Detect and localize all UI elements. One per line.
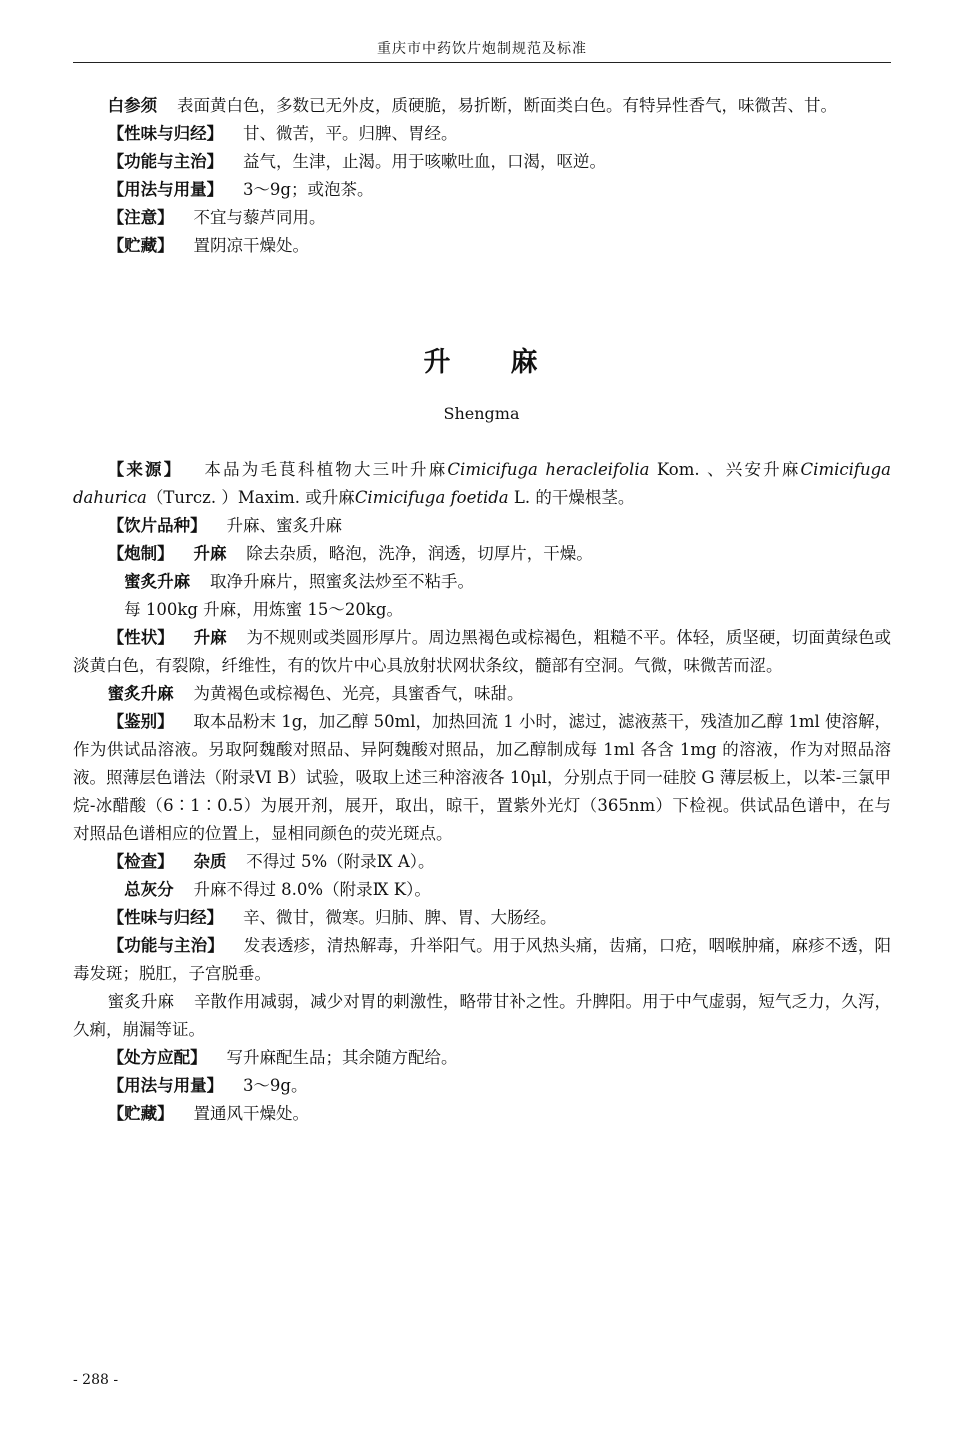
mizhi-text: 取净升麻片，照蜜炙法炒至不粘手。 [209, 572, 474, 591]
prev-zhuyi [73, 204, 891, 232]
mizhi-amount: 每 100kg 升麻，用炼蜜 15～20kg。 [124, 600, 403, 619]
yongfa-paragraph [73, 1072, 891, 1100]
xingzhuang-text: 为不规则或类圆形厚片。周边黑褐色或棕褐色，粗糙不平。体轻，质坚硬，切面黄绿色或淡黄白色，有裂隙，纤维性，有的饮片中心具放射状网状条纹，髓部有空洞。气微，味微苦而涩。 [73, 628, 892, 675]
paozhi-label: 【炮制】 [107, 544, 174, 563]
gongneng-mizhi-label: 蜜炙升麻 [107, 992, 175, 1011]
xingzhuang-mizhi-paragraph [73, 680, 891, 708]
yinpian-label: 【饮片品种】 [107, 516, 207, 535]
jiancha-label: 【检查】 [107, 852, 174, 871]
zhucang-text: 置通风干燥处。 [193, 1104, 309, 1123]
yinpian-text: 升麻、蜜炙升麻 [226, 516, 342, 535]
laiyuan-text-2: Kom. [656, 460, 700, 479]
bai-shen-xu-label: 白参须 [107, 96, 158, 115]
bai-shen-xu-paragraph [73, 92, 891, 120]
gongneng-mizhi-text: 辛散作用减弱，减少对胃的刺激性，略带甘补之性。升脾阳。用于中气虚弱，短气乏力，久泻，久痢，崩漏等证。 [73, 992, 892, 1039]
laiyuan-text-3: 、兴安升麻 [707, 460, 801, 479]
mizhi-paragraph [73, 568, 891, 596]
gongneng-label: 【功能与主治】 [107, 936, 224, 955]
prev-yongfa-text: 3～9g；或泡茶。 [242, 180, 374, 199]
laiyuan-text-5: L. 的干燥根茎。 [513, 488, 635, 507]
zonghui-label: 总灰分 [124, 880, 174, 899]
prev-yongfa-label: 【用法与用量】 [107, 180, 224, 199]
prev-yongfa [73, 176, 891, 204]
prev-gongneng [73, 148, 891, 176]
prev-gongneng-text: 益气，生津，止渴。用于咳嗽吐血，口渴，呕逆。 [242, 152, 606, 171]
title-char-1: 升 [423, 347, 453, 378]
zhucang-paragraph [73, 1100, 891, 1128]
prev-zhuyi-label: 【注意】 [107, 208, 174, 227]
xingzhuang-paragraph [73, 624, 891, 680]
yongfa-label: 【用法与用量】 [107, 1076, 224, 1095]
xingzhuang-mizhi-label: 蜜炙升麻 [107, 684, 174, 703]
laiyuan-latin-2: Cimicifuga dahurica [73, 460, 892, 507]
prev-zhucang [73, 232, 891, 260]
page-number: - 288 - [73, 1372, 119, 1388]
jianbie-paragraph [73, 708, 891, 848]
prev-gongneng-label: 【功能与主治】 [107, 152, 224, 171]
xingzhuang-sub: 升麻 [193, 628, 227, 647]
laiyuan-latin-3: Cimicifuga foetida [354, 488, 509, 507]
zonghui-text: 升麻不得过 8.0%（附录Ⅸ K）。 [193, 880, 431, 899]
zhucang-label: 【贮藏】 [107, 1104, 174, 1123]
laiyuan-text-4: （Turcz. ）Maxim. 或升麻 [146, 488, 355, 507]
laiyuan-paragraph [73, 456, 891, 512]
xingwei-paragraph [73, 904, 891, 932]
yinpian-paragraph [73, 512, 891, 540]
xingwei-label: 【性味与归经】 [107, 908, 224, 927]
yongfa-text: 3～9g。 [242, 1076, 308, 1095]
entry-pinyin: Shengma [443, 404, 520, 423]
chufang-text: 写升麻配生品；其余随方配给。 [226, 1048, 458, 1067]
jianbie-text: 取本品粉末 1g，加乙醇 50ml，加热回流 1 小时，滤过，滤液蒸干，残渣加乙醇 1ml 使溶解，作为供试品溶液。另取阿魏酸对照品、异阿魏酸对照品，加乙醇制成每 1ml 各含 1mg 的溶液，作为对照品溶液。照薄层色谱法（附录Ⅵ B）试验，吸取上述三种溶液各 10μl，分别点于同一硅胶 G 薄层板上，以苯-三氯甲烷-冰醋酸（6∶1∶0.5）为展开剂，展开，取出，晾干，置紫外光灯（365nm）下检视。供试品色谱中，在与对照品色谱相应的位置上，显相同颜色的荧光斑点。 [73, 712, 892, 843]
laiyuan-text-1: 本品为毛茛科植物大三叶升麻 [202, 460, 448, 479]
previous-entry-tail [73, 92, 891, 260]
xingwei-text: 辛、微甘，微寒。归肺、脾、胃、大肠经。 [242, 908, 557, 927]
entry-title [0, 340, 963, 379]
jiancha-sub: 杂质 [193, 852, 227, 871]
laiyuan-latin-1: Cimicifuga heracleifolia [447, 460, 650, 479]
zonghui-paragraph [73, 876, 891, 904]
running-header: 重庆市中药饮片炮制规范及标准 [73, 38, 891, 63]
xingzhuang-mizhi-text: 为黄褐色或棕褐色、光亮，具蜜香气，味甜。 [193, 684, 524, 703]
prev-xingwei-label: 【性味与归经】 [107, 124, 224, 143]
bai-shen-xu-text: 表面黄白色，多数已无外皮，质硬脆，易折断，断面类白色。有特异性香气，味微苦、甘。 [176, 96, 837, 115]
jiancha-text: 不得过 5%（附录Ⅸ A）。 [246, 852, 435, 871]
mizhi-label: 蜜炙升麻 [124, 572, 191, 591]
paozhi-paragraph [73, 540, 891, 568]
prev-zhuyi-text: 不宜与藜芦同用。 [193, 208, 326, 227]
gongneng-paragraph [73, 932, 891, 988]
prev-zhucang-text: 置阴凉干燥处。 [193, 236, 309, 255]
paozhi-sub: 升麻 [193, 544, 227, 563]
prev-xingwei-text: 甘、微苦，平。归脾、胃经。 [242, 124, 458, 143]
chufang-label: 【处方应配】 [107, 1048, 207, 1067]
title-char-2: 麻 [510, 347, 540, 378]
chufang-paragraph [73, 1044, 891, 1072]
paozhi-text: 除去杂质，略泡，洗净，润透，切厚片，干燥。 [246, 544, 593, 563]
xingzhuang-label: 【性状】 [107, 628, 174, 647]
entry-body [73, 456, 891, 1128]
prev-zhucang-label: 【贮藏】 [107, 236, 174, 255]
gongneng-mizhi-paragraph [73, 988, 891, 1044]
prev-xingwei [73, 120, 891, 148]
jianbie-label: 【鉴别】 [107, 712, 174, 731]
laiyuan-label: 【来源】 [107, 460, 183, 479]
gongneng-text: 发表透疹，清热解毒，升举阳气。用于风热头痛，齿痛，口疮，咽喉肿痛，麻疹不透，阳毒发斑；脱肛，子宫脱垂。 [73, 936, 892, 983]
jiancha-paragraph [73, 848, 891, 876]
